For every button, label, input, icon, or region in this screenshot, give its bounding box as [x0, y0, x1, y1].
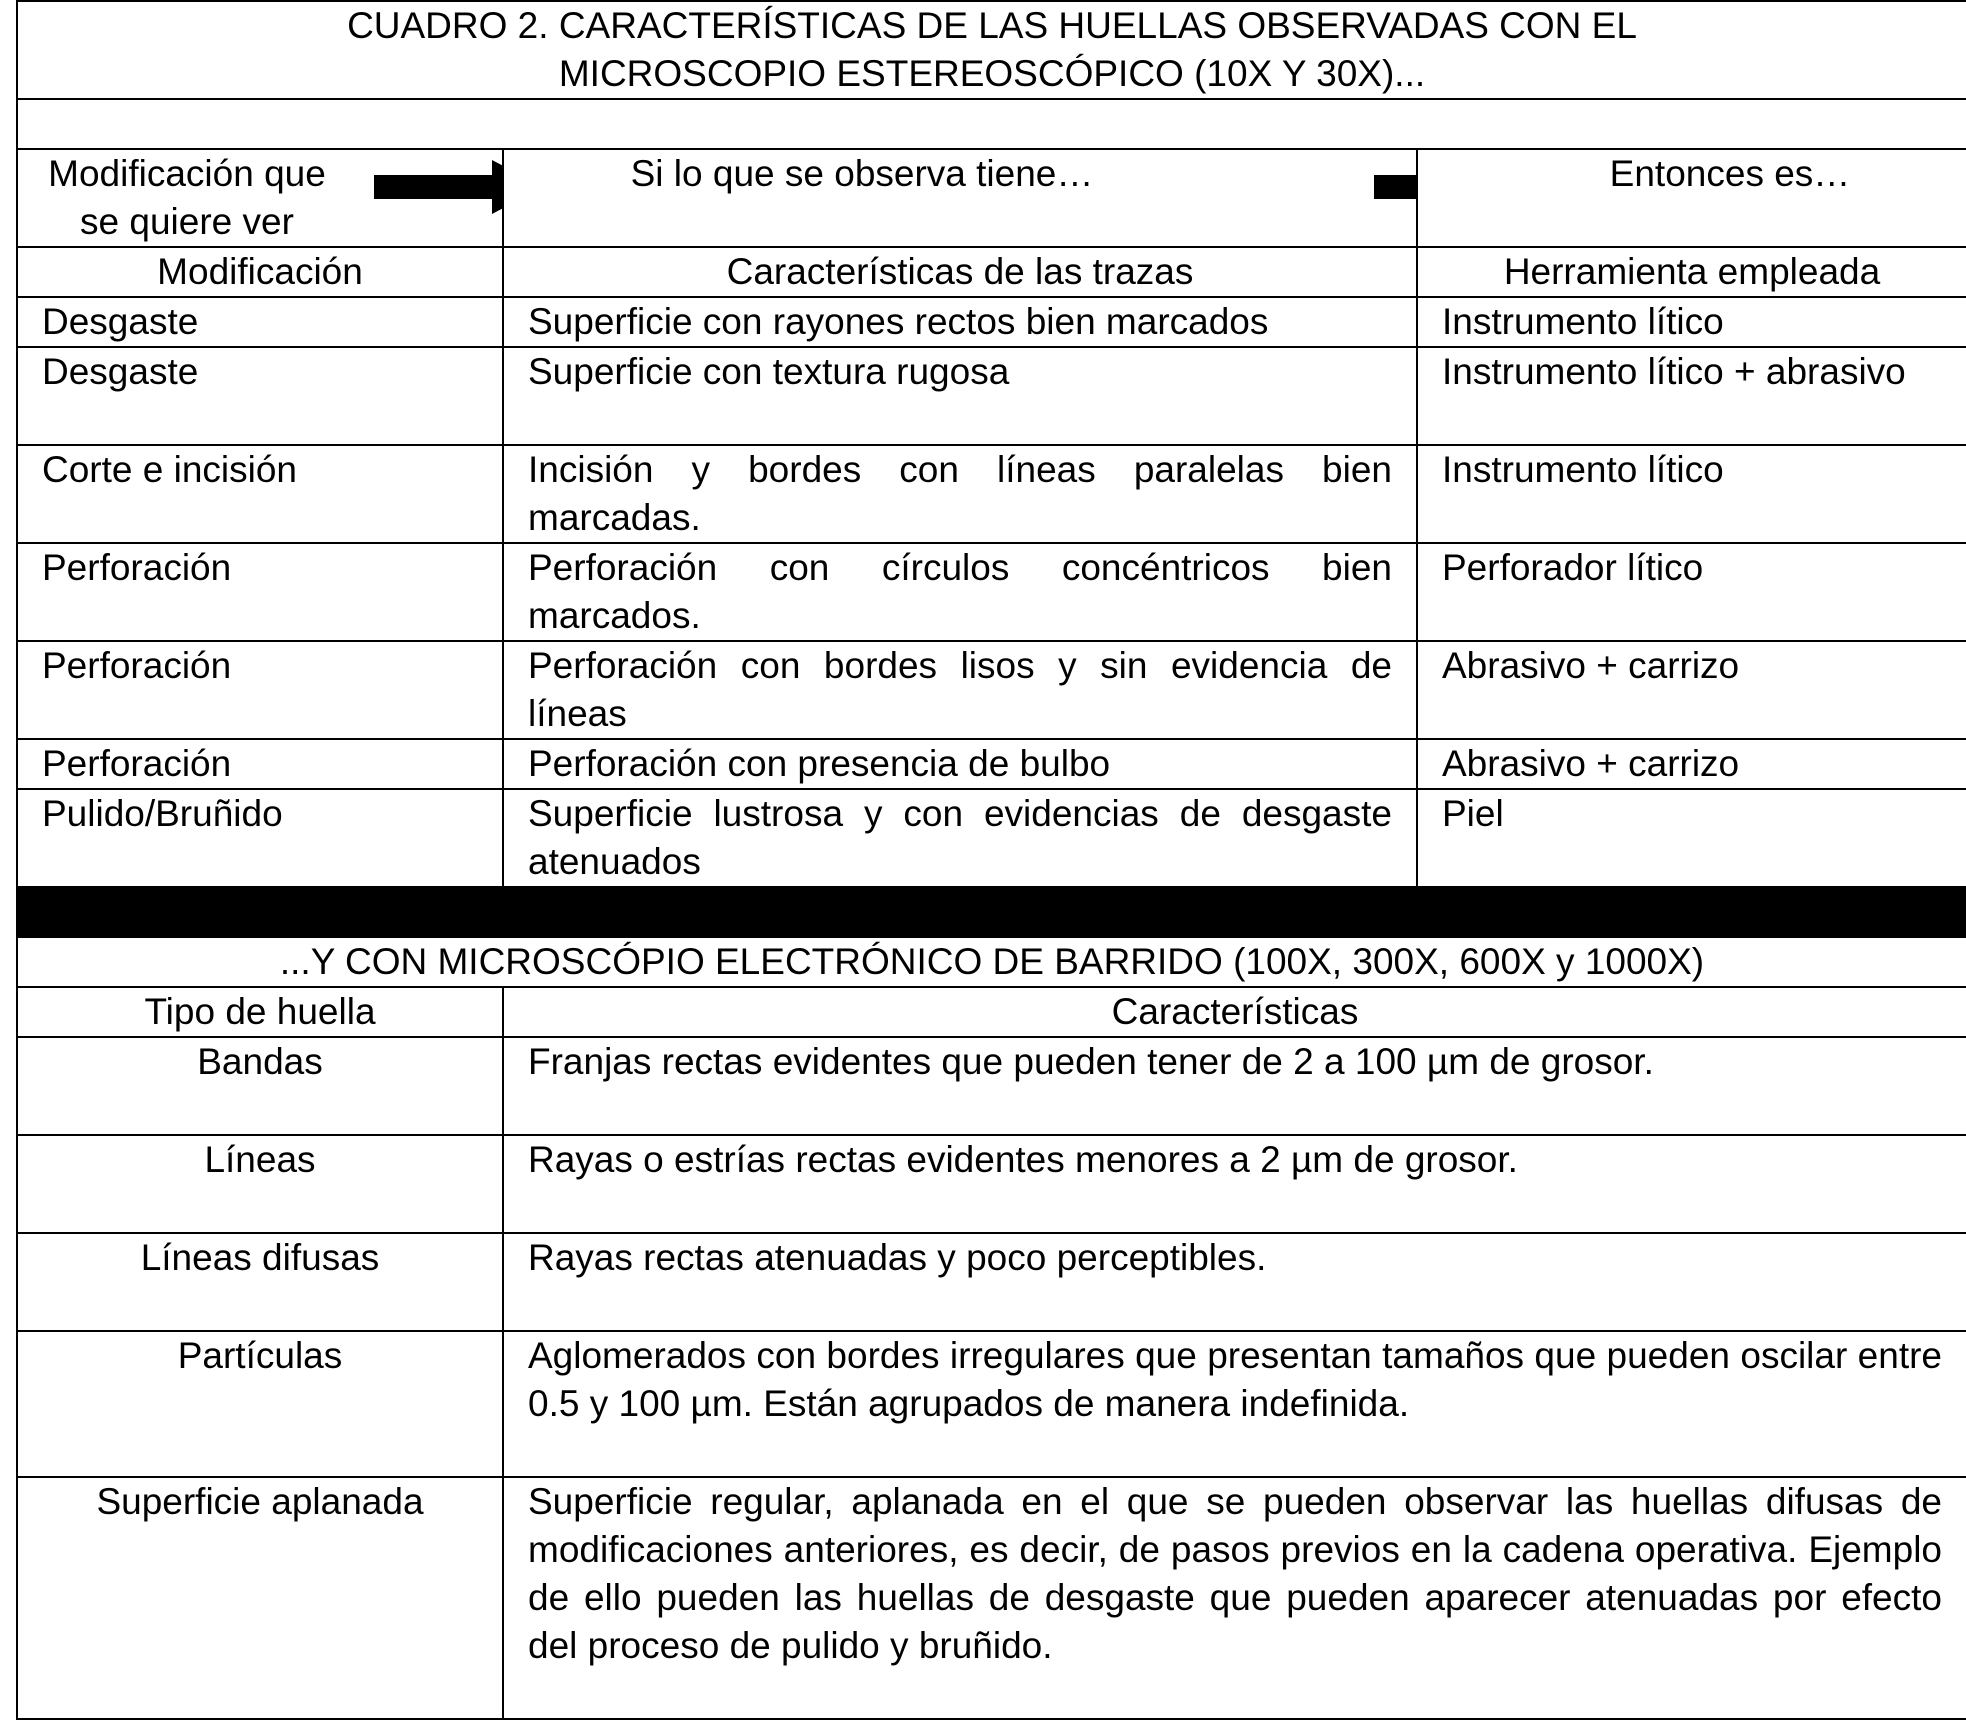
- table-title: [17, 1, 1966, 99]
- header-caracteristicas: Características: [503, 987, 1966, 1037]
- table-row: [17, 1477, 1966, 1719]
- trace-desc-cell: Aglomerados con bordes irregulares que presentan tamaños que pueden oscilar entre 0.5 y 100 µm. Están agrupados de manera indefinida.: [503, 1331, 1966, 1477]
- trace-desc-cell: Rayas o estrías rectas evidentes menores a 2 µm de grosor.: [503, 1135, 1966, 1233]
- table-row: [17, 1135, 1966, 1233]
- tool-cell: Abrasivo + carrizo: [1417, 641, 1966, 739]
- sem-header-row: [17, 987, 1966, 1037]
- tool-cell: Instrumento lítico + abrasivo: [1417, 347, 1966, 445]
- tool-cell: Instrumento lítico: [1417, 297, 1966, 347]
- trace-desc-cell: Superficie regular, aplanada en el que se pueden observar las huellas difusas de modificaciones anteriores, es decir, de pasos previos en la cadena operativa. Ejemplo de ello pueden las huellas de desgaste que pueden aparecer atenuadas por efecto del proceso de pulido y bruñido.: [503, 1477, 1966, 1719]
- traits-cell: Superficie lustrosa y con evidencias de desgaste atenuados: [503, 789, 1417, 887]
- traits-cell: Superficie con rayones rectos bien marcados: [503, 297, 1417, 347]
- guide-col-2: [503, 149, 1417, 247]
- modification-cell: Desgaste: [17, 347, 503, 445]
- characteristics-table: [16, 0, 1966, 1720]
- guide-col-3: [1417, 149, 1966, 247]
- header-herramienta: Herramienta empleada: [1417, 247, 1966, 297]
- table-row: [17, 297, 1966, 347]
- tool-cell: Piel: [1417, 789, 1966, 887]
- guide-label-1: Modificación que se quiere ver: [48, 153, 326, 242]
- table-row: [17, 543, 1966, 641]
- guide-col-1: [17, 149, 503, 247]
- trace-type-cell: Líneas difusas: [17, 1233, 503, 1331]
- title-line-1: CUADRO 2. CARACTERÍSTICAS DE LAS HUELLAS OBSERVADAS CON EL: [347, 5, 1637, 46]
- table-row: [17, 347, 1966, 445]
- modification-cell: Desgaste: [17, 297, 503, 347]
- sem-title-row: [17, 937, 1966, 987]
- right-arrow-icon: [374, 160, 503, 214]
- tool-cell: Instrumento lítico: [1417, 445, 1966, 543]
- spacer-row: [17, 99, 1966, 149]
- table-row: [17, 1037, 1966, 1135]
- modification-cell: Perforación: [17, 543, 503, 641]
- guide-label-3: Entonces es…: [1609, 153, 1851, 194]
- modification-cell: Perforación: [17, 739, 503, 789]
- trace-desc-cell: Franjas rectas evidentes que pueden tener de 2 a 100 µm de grosor.: [503, 1037, 1966, 1135]
- right-arrow-icon: [1374, 160, 1417, 214]
- trace-desc-cell: Rayas rectas atenuadas y poco perceptibles.: [503, 1233, 1966, 1331]
- modification-cell: Corte e incisión: [17, 445, 503, 543]
- table-row: [17, 789, 1966, 887]
- traits-cell: Superficie con textura rugosa: [503, 347, 1417, 445]
- table-row: [17, 1233, 1966, 1331]
- table-row: [17, 1331, 1966, 1477]
- modification-cell: Perforación: [17, 641, 503, 739]
- spacer-cell: [17, 99, 1966, 149]
- stereo-header-row: [17, 247, 1966, 297]
- trace-type-cell: Líneas: [17, 1135, 503, 1233]
- trace-type-cell: Partículas: [17, 1331, 503, 1477]
- traits-cell: Perforación con presencia de bulbo: [503, 739, 1417, 789]
- tool-cell: Perforador lítico: [1417, 543, 1966, 641]
- traits-cell: Incisión y bordes con líneas paralelas bien marcadas.: [503, 445, 1417, 543]
- header-modificacion: Modificación: [17, 247, 503, 297]
- trace-type-cell: Superficie aplanada: [17, 1477, 503, 1719]
- traits-cell: Perforación con bordes lisos y sin evidencia de líneas: [503, 641, 1417, 739]
- header-tipo-huella: Tipo de huella: [17, 987, 503, 1037]
- guide-row: [17, 149, 1966, 247]
- traits-cell: Perforación con círculos concéntricos bien marcados.: [503, 543, 1417, 641]
- separator-bar: [17, 887, 1966, 937]
- table-row: [17, 445, 1966, 543]
- modification-cell: Pulido/Bruñido: [17, 789, 503, 887]
- header-caracteristicas-trazas: Características de las trazas: [503, 247, 1417, 297]
- sem-title: ...Y CON MICROSCÓPIO ELECTRÓNICO DE BARRIDO (100X, 300X, 600X y 1000X): [17, 937, 1966, 987]
- title-row: [17, 1, 1966, 99]
- black-divider: [17, 887, 1966, 937]
- guide-label-2: Si lo que se observa tiene…: [630, 153, 1094, 194]
- tool-cell: Abrasivo + carrizo: [1417, 739, 1966, 789]
- table-row: [17, 641, 1966, 739]
- title-line-2: MICROSCOPIO ESTEREOSCÓPICO (10X Y 30X)...: [558, 53, 1426, 94]
- table-document: [16, 0, 1966, 1720]
- table-row: [17, 739, 1966, 789]
- trace-type-cell: Bandas: [17, 1037, 503, 1135]
